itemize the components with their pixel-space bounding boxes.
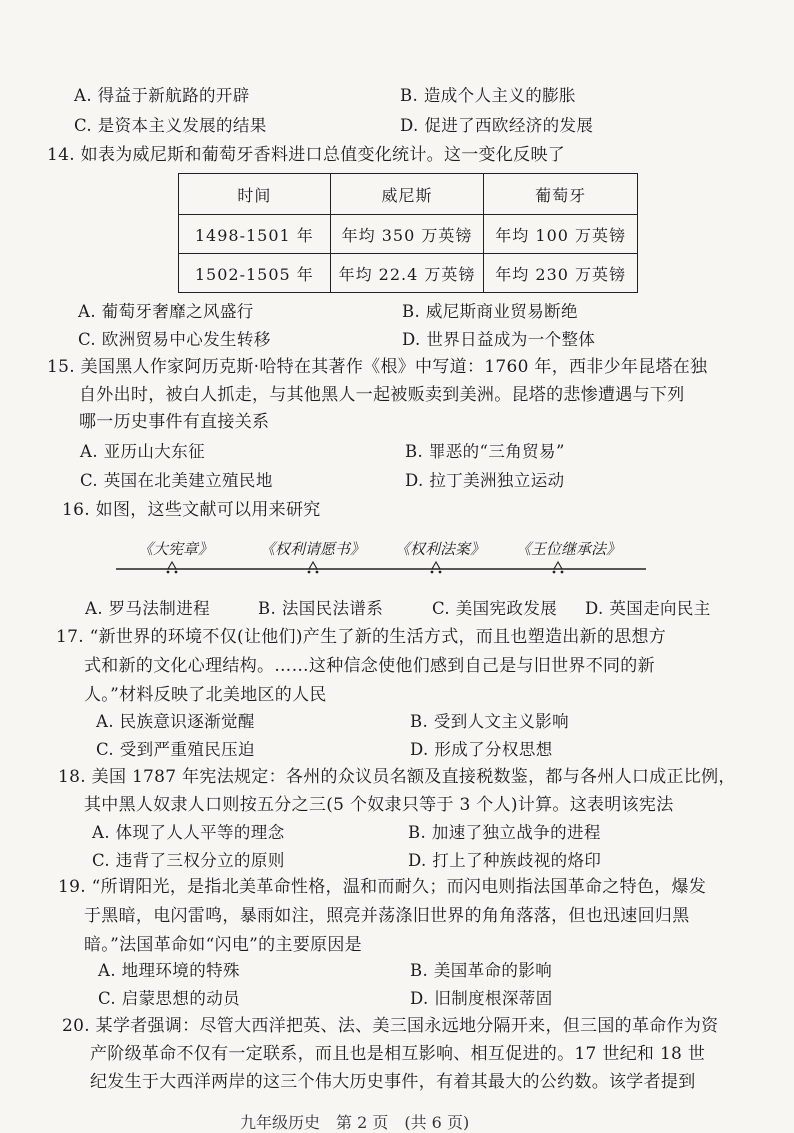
q14-option-d: D. 世界日益成为一个整体: [402, 330, 596, 349]
table-cell: 年均 100 万英镑: [484, 215, 638, 254]
q18-option-d: D. 打上了种族歧视的烙印: [408, 851, 602, 870]
table-header-cell: 威尼斯: [330, 174, 484, 215]
q17-option-d: D. 形成了分权思想: [410, 740, 553, 759]
q13-option-d: D. 促进了西欧经济的发展: [400, 116, 594, 135]
table-header-cell: 葡萄牙: [484, 174, 638, 215]
q15-option-a: A. 亚历山大东征: [80, 442, 206, 461]
q14-option-b: B. 威尼斯商业贸易断绝: [402, 302, 578, 321]
q14-stem: 14. 如表为威尼斯和葡萄牙香料进口总值变化统计。这一变化反映了: [47, 145, 566, 165]
table-header-cell: 时间: [179, 174, 331, 215]
q17-line-2: 式和新的文化心理结构。……这种信念使他们感到自己是与旧世界不同的新: [84, 656, 655, 676]
timeline-marker: [553, 562, 564, 573]
q19-option-d: D. 旧制度根深蒂固: [410, 989, 553, 1008]
table-row: [179, 215, 638, 254]
timeline-marker: [431, 562, 442, 573]
q19-option-a: A. 地理环境的特殊: [98, 961, 240, 980]
q14-table: [178, 173, 638, 293]
q14-option-c: C. 欧洲贸易中心发生转移: [78, 330, 271, 349]
table-row: [179, 254, 638, 293]
q19-line-2: 于黑暗，电闪雷鸣，暴雨如注，照亮并荡涤旧世界的角角落落，但也迅速回归黑: [84, 906, 690, 926]
table-cell: 年均 22.4 万英镑: [330, 254, 484, 293]
q17-option-c: C. 受到严重殖民压迫: [96, 740, 255, 759]
q19-option-b: B. 美国革命的影响: [410, 961, 553, 980]
q15-option-b: B. 罪恶的“三角贸易”: [405, 442, 565, 461]
q20-line-2: 产阶级革命不仅有一定联系，而且也是相互影响、相互促进的。17 世纪和 18 世: [90, 1044, 706, 1064]
timeline-label: 《大宪章》: [138, 540, 214, 558]
q16-timeline: [110, 538, 650, 584]
q20-line-1: 20. 某学者强调：尽管大西洋把英、法、美三国永远地分隔开来，但三国的革命作为资: [62, 1016, 719, 1036]
q16-option-d: D. 英国走向民主: [585, 599, 711, 618]
q15-line-2: 自外出时，被白人抓走，与其他黑人一起被贩卖到美洲。昆塔的悲惨遭遇与下列: [79, 385, 685, 405]
q19-option-c: C. 启蒙思想的动员: [98, 989, 241, 1008]
q18-option-c: C. 违背了三权分立的原则: [92, 851, 285, 870]
table-cell: 年均 350 万英镑: [330, 215, 484, 254]
q16-option-c: C. 美国宪政发展: [432, 599, 558, 618]
q18-line-1: 18. 美国 1787 年宪法规定：各州的众议员名额及直接税数鉴，都与各州人口成正比例，: [58, 767, 736, 787]
q18-option-a: A. 体现了人人平等的理念: [92, 823, 285, 842]
timeline-label: 《王位继承法》: [516, 540, 622, 558]
q17-line-1: 17. “新世界的环境不仅(让他们)产生了新的生活方式，而且也塑造出新的思想方: [56, 627, 667, 647]
q15-option-d: D. 拉丁美洲独立运动: [405, 471, 565, 490]
q17-line-3: 人。”材料反映了北美地区的人民: [84, 685, 327, 705]
table-cell: 1502-1505 年: [179, 254, 331, 293]
timeline-label: 《权利法案》: [395, 540, 486, 558]
q16-option-a: A. 罗马法制进程: [85, 599, 211, 618]
q19-line-3: 暗。”法国革命如“闪电”的主要原因是: [84, 935, 362, 955]
q18-option-b: B. 加速了独立战争的进程: [408, 823, 601, 842]
q13-option-b: B. 造成个人主义的膨胀: [400, 86, 576, 105]
page-footer: 九年级历史 第 2 页 (共 6 页): [240, 1113, 470, 1132]
q20-line-3: 纪发生于大西洋两岸的这三个伟大历史事件，有着其最大的公约数。该学者提到: [90, 1072, 696, 1092]
q13-option-c: C. 是资本主义发展的结果: [74, 116, 267, 135]
table-header-row: [179, 174, 638, 215]
q14-option-a: A. 葡萄牙奢靡之风盛行: [78, 302, 254, 321]
q17-option-a: A. 民族意识逐渐觉醒: [96, 712, 255, 731]
q16-stem: 16. 如图，这些文献可以用来研究: [62, 500, 321, 520]
q15-line-1: 15. 美国黑人作家阿历克斯·哈特在其著作《根》中写道：1760 年，西非少年昆塔在独: [47, 357, 708, 377]
q15-option-c: C. 英国在北美建立殖民地: [80, 471, 273, 490]
timeline-label: 《权利请愿书》: [260, 540, 366, 558]
timeline-marker: [308, 562, 319, 573]
timeline-marker: [167, 562, 178, 573]
table-cell: 1498-1501 年: [179, 215, 331, 254]
q15-line-3: 哪一历史事件有直接关系: [79, 412, 270, 432]
table-cell: 年均 230 万英镑: [484, 254, 638, 293]
q13-option-a: A. 得益于新航路的开辟: [74, 86, 250, 105]
q17-option-b: B. 受到人文主义影响: [410, 712, 570, 731]
q18-line-2: 其中黑人奴隶人口则按五分之三(5 个奴隶只等于 3 个人)计算。这表明该宪法: [84, 795, 674, 815]
q19-line-1: 19. “所谓阳光，是指北美革命性格，温和而耐久；而闪电则指法国革命之特色，爆发: [58, 877, 707, 897]
q16-option-b: B. 法国民法谱系: [258, 599, 384, 618]
